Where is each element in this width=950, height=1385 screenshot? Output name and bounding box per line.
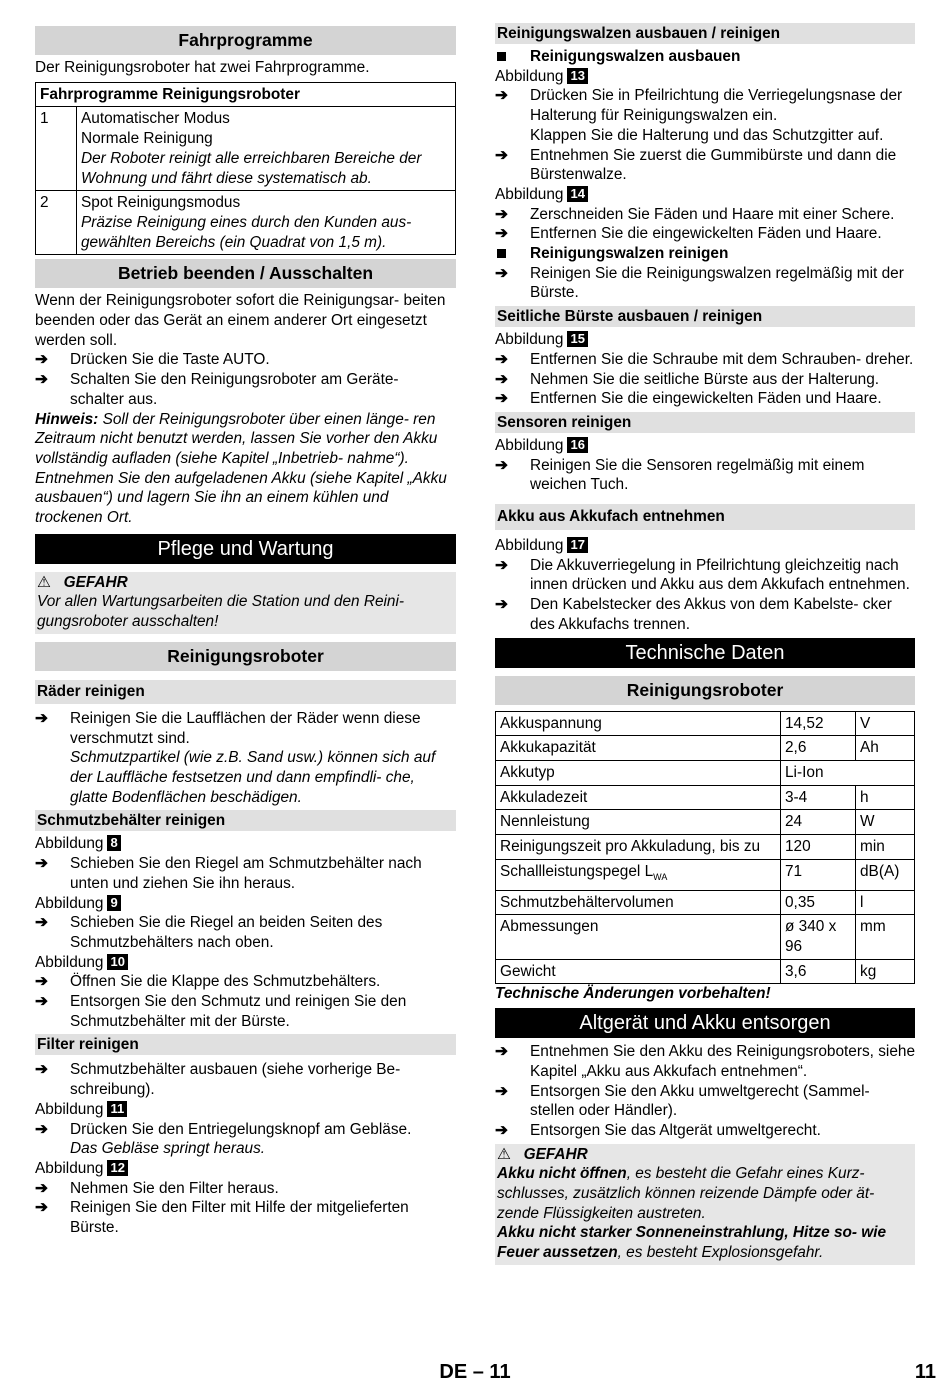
left-column <box>35 23 456 1238</box>
figure-number: 13 <box>567 68 587 84</box>
list-item: ➔ Zerschneiden Sie Fäden und Haare mit einer Schere. <box>495 205 895 223</box>
list-item: ➔ Schieben Sie die Riegel an beiden Seiten des Schmutzbehälters nach oben. <box>35 914 383 951</box>
arrow-icon: ➔ <box>495 370 508 388</box>
table-row <box>36 107 456 191</box>
arrow-icon: ➔ <box>495 146 508 164</box>
table-row: Akkukapazität 2,6 Ah <box>496 736 915 761</box>
arrow-icon: ➔ <box>495 1043 508 1061</box>
danger-text-2: Akku nicht starker Sonneneinstrahlung, Hitze so- wie Feuer aussetzen, es besteht Explosionsgefahr. <box>497 1224 887 1262</box>
list-item: ➔ Entfernen Sie die eingewickelten Fäden und Haare. <box>495 390 882 408</box>
figure-number: 8 <box>107 835 120 851</box>
arrow-icon: ➔ <box>495 350 508 368</box>
figure-ref: Abbildung 17 <box>495 536 915 556</box>
table-row: Abmessungen ø 340 x 96 mm <box>496 915 915 959</box>
table-row: Reinigungszeit pro Akkuladung, bis zu 120 min <box>496 835 915 860</box>
list-item: ➔ Den Kabelstecker des Akkus von dem Kabelste- cker des Akkufachs trennen. <box>495 596 892 633</box>
figure-ref: Abbildung 16 <box>495 436 915 456</box>
arrow-icon: ➔ <box>495 225 508 243</box>
fahr-intro: Der Reinigungsroboter hat zwei Fahrprogramme. <box>35 59 370 76</box>
list-item: ➔ Drücken Sie die Taste AUTO. <box>35 351 270 369</box>
figure-number: 9 <box>107 895 120 911</box>
heading-pflege-wartung: Pflege und Wartung <box>35 534 456 564</box>
arrow-icon: ➔ <box>35 914 48 932</box>
figure-ref: Abbildung 14 <box>495 185 915 205</box>
arrow-icon: ➔ <box>495 596 508 614</box>
arrow-icon: ➔ <box>495 556 508 574</box>
table-row: Schmutzbehältervolumen 0,35 l <box>496 890 915 915</box>
list-item: ➔ Öffnen Sie die Klappe des Schmutzbehälters. <box>35 973 381 991</box>
figure-number: 11 <box>107 1101 127 1117</box>
list-item: ➔ Drücken Sie den Entriegelungsknopf am Gebläse. Das Gebläse springt heraus. <box>35 1120 412 1158</box>
figure-ref: Abbildung 9 <box>35 894 456 914</box>
heading-filter: Filter reinigen <box>35 1034 456 1055</box>
figure-number: 14 <box>567 186 587 202</box>
heading-seitliche-buerste: Seitliche Bürste ausbauen / reinigen <box>495 306 915 327</box>
warning-icon: ⚠ <box>497 1145 511 1163</box>
list-item: ➔ Reinigen Sie die Reinigungswalzen regelmäßig mit der Bürste. <box>495 264 904 302</box>
tech-note: Technische Änderungen vorbehalten! <box>495 985 771 1003</box>
arrow-icon: ➔ <box>35 1120 48 1138</box>
technical-data-table <box>495 711 915 985</box>
figure-number: 15 <box>567 331 587 347</box>
danger-box <box>495 1144 915 1265</box>
heading-fahrprogramme: Fahrprogramme <box>35 26 456 55</box>
list-item: ➔ Schalten Sie den Reinigungsroboter am Geräte- schalter aus. <box>35 371 399 408</box>
table-row: Akkuspannung 14,52 V <box>496 711 915 736</box>
arrow-icon: ➔ <box>495 264 508 282</box>
list-item: ➔ Reinigen Sie die Sensoren regelmäßig mit einem weichen Tuch. <box>495 456 865 494</box>
fahrprogramme-table <box>35 82 456 256</box>
arrow-icon: ➔ <box>35 973 48 991</box>
heading-walzen: Reinigungswalzen ausbauen / reinigen <box>495 23 915 44</box>
row-desc: Der Roboter reinigt alle erreichbaren Bereiche der Wohnung und fährt diese systematisch ab. <box>81 149 422 187</box>
list-item: ➔ Reinigen Sie die Laufflächen der Räder wenn diese verschmutzt sind. Schmutzpartikel (wie z.B. Sand usw.) können sich auf der Lauffläche festsetzen und dann empfindli- che, glatte Bodenflächen beschädigen. <box>35 709 436 806</box>
right-column <box>495 23 915 1269</box>
heading-reinigungsroboter: Reinigungsroboter <box>35 642 456 671</box>
arrow-icon: ➔ <box>35 855 48 873</box>
figure-ref: Abbildung 15 <box>495 330 915 350</box>
hinweis: Hinweis: Soll der Reinigungsroboter über einen länge- ren Zeitraum nicht benutzt werden, lassen Sie vorher den Akku vollständig aufladen (siehe Kapitel „Inbetrieb- nahme“). <box>35 410 438 467</box>
figure-number: 12 <box>107 1160 127 1176</box>
square-bullet-icon <box>497 249 506 258</box>
list-item: ➔ Entnehmen Sie zuerst die Gummibürste und dann die Bürstenwalze. <box>495 146 897 184</box>
list-item: ➔ Entnehmen Sie den Akku des Reinigungsroboters, siehe Kapitel „Akku aus Akkufach entnehmen“. <box>495 1043 916 1080</box>
heading-schmutzbehaelter: Schmutzbehälter reinigen <box>35 810 456 831</box>
arrow-icon: ➔ <box>35 1061 48 1079</box>
table-row: Schallleistungspegel $L_{WA}$ 71 dB(A) <box>496 859 915 890</box>
heading-akku: Akku aus Akkufach entnehmen <box>495 504 915 530</box>
arrow-icon: ➔ <box>495 205 508 223</box>
heading-sensoren: Sensoren reinigen <box>495 412 915 433</box>
danger-text: Akku nicht öffnen, es besteht die Gefahr eines Kurz- schlusses, zusätzlich können reizende Dämpfe oder ät- zende Flüssigkeiten austreten. <box>497 1165 875 1222</box>
arrow-icon: ➔ <box>35 709 48 727</box>
list-item: ➔ Die Akkuverriegelung in Pfeilrichtung gleichzeitig nach innen drücken und Akku aus dem Akkufach entnehmen. <box>495 556 910 594</box>
figure-ref: Abbildung 12 <box>35 1159 456 1179</box>
table-row: Akkuladezeit 3-4 h <box>496 785 915 810</box>
figure-ref: Abbildung 8 <box>35 834 456 854</box>
list-item: ➔ Schieben Sie den Riegel am Schmutzbehälter nach unten und ziehen Sie ihn heraus. <box>35 855 422 892</box>
figure-ref: Abbildung 11 <box>35 1100 456 1120</box>
list-item: ➔ Entfernen Sie die Schraube mit dem Schrauben- dreher. <box>495 350 914 368</box>
danger-box <box>35 572 456 634</box>
square-bullet-icon <box>497 52 506 61</box>
arrow-icon: ➔ <box>495 390 508 408</box>
list-item: ➔ Schmutzbehälter ausbauen (siehe vorherige Be- schreibung). <box>35 1061 401 1099</box>
arrow-icon: ➔ <box>35 1179 48 1197</box>
arrow-icon: ➔ <box>495 87 508 105</box>
row-title: Spot Reinigungsmodus <box>81 194 241 212</box>
table-row: Gewicht 3,6 kg <box>496 959 915 984</box>
heading-reinigungsroboter-tech: Reinigungsroboter <box>495 676 915 705</box>
arrow-icon: ➔ <box>495 456 508 474</box>
danger-text: Vor allen Wartungsarbeiten die Station und den Reini- gungsroboter ausschalten! <box>37 593 405 631</box>
fahr-table-header: Fahrprogramme Reinigungsroboter <box>36 82 456 107</box>
list-item: ➔ Reinigen Sie den Filter mit Hilfe der mitgelieferten Bürste. <box>35 1199 409 1237</box>
footer-page-number: 11 <box>914 1361 936 1383</box>
list-item: ➔ Nehmen Sie die seitliche Bürste aus der Halterung. <box>495 370 880 388</box>
heading-raeder: Räder reinigen <box>35 680 456 704</box>
list-item: ➔ Entsorgen Sie den Schmutz und reinigen Sie den Schmutzbehälter mit der Bürste. <box>35 993 407 1030</box>
arrow-icon: ➔ <box>35 351 48 369</box>
list-item: ➔ Entsorgen Sie das Altgerät umweltgerecht. <box>495 1121 821 1139</box>
subheading: Reinigungswalzen reinigen <box>495 244 915 264</box>
figure-ref: Abbildung 13 <box>495 67 915 87</box>
list-item: ➔ Nehmen Sie den Filter heraus. <box>35 1179 279 1197</box>
betrieb-text: Wenn der Reinigungsroboter sofort die Reinigungsar- beiten beenden oder das Gerät an einem anderer Ort eingesetzt werden soll. <box>35 292 446 349</box>
heading-technische-daten: Technische Daten <box>495 638 915 668</box>
row-number: 1 <box>36 107 77 191</box>
danger-label: GEFAHR <box>63 573 128 591</box>
figure-number: 16 <box>567 437 587 453</box>
heading-altgeraet: Altgerät und Akku entsorgen <box>495 1008 915 1038</box>
list-item: ➔ Entsorgen Sie den Akku umweltgerecht (Sammel- stellen oder Händler). <box>495 1082 870 1120</box>
subheading: Reinigungswalzen ausbauen <box>495 47 915 67</box>
hinweis-label: Hinweis: <box>35 410 99 428</box>
list-item: ➔ Drücken Sie in Pfeilrichtung die Verriegelungsnase der Halterung für Reinigungswalzen ein. Klappen Sie die Halterung und das Schutzgitter auf. <box>495 87 903 144</box>
row-title2: Normale Reinigung <box>81 130 213 148</box>
list-item: ➔ Entfernen Sie die eingewickelten Fäden und Haare. <box>495 225 882 243</box>
footer-page-label: DE – 11 <box>439 1361 511 1383</box>
row-title: Automatischer Modus <box>81 110 230 128</box>
figure-number: 10 <box>107 954 127 970</box>
row-number: 2 <box>36 191 77 255</box>
row-desc: Präzise Reinigung eines durch den Kunden aus- gewählten Bereichs (ein Quadrat von 1,5 m). <box>81 213 412 251</box>
table-row: Akkutyp Li-Ion <box>496 760 915 785</box>
figure-number: 17 <box>567 537 587 553</box>
hinweis-2: Entnehmen Sie den aufgeladenen Akku (siehe Kapitel „Akku ausbauen“) und lagern Sie ihn an einem kühlen und trockenen Ort. <box>35 469 447 527</box>
figure-ref: Abbildung 10 <box>35 953 456 973</box>
table-row: Nennleistung 24 W <box>496 810 915 835</box>
arrow-icon: ➔ <box>495 1082 508 1100</box>
table-row <box>36 191 456 255</box>
arrow-icon: ➔ <box>495 1121 508 1139</box>
arrow-icon: ➔ <box>35 371 48 389</box>
arrow-icon: ➔ <box>35 993 48 1011</box>
arrow-icon: ➔ <box>35 1199 48 1217</box>
heading-betrieb-beenden: Betrieb beenden / Ausschalten <box>35 259 456 288</box>
warning-icon: ⚠ <box>37 573 51 591</box>
danger-label: GEFAHR <box>523 1145 588 1163</box>
